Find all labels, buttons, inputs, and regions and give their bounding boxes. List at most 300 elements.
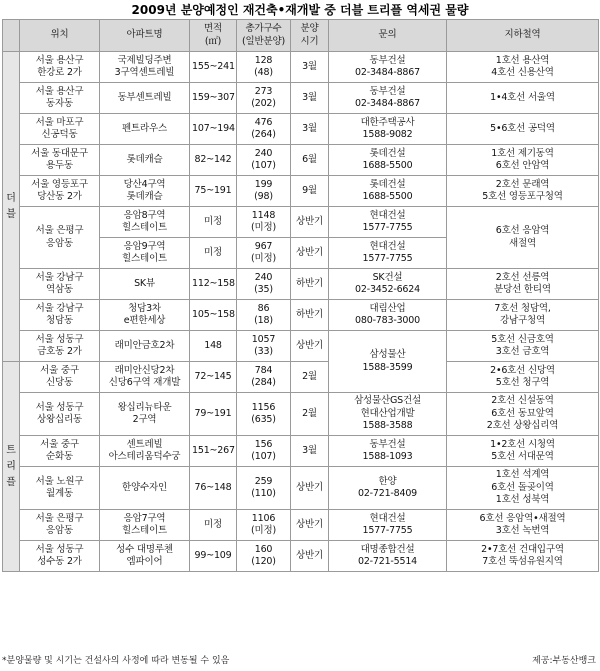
cell-line: 080-783-3000	[355, 315, 420, 326]
cell-line: 래미안신당2차	[114, 364, 175, 376]
cell-line: 2월	[302, 407, 317, 419]
cell-line: 148	[204, 339, 222, 351]
cell-line: 현대산업개발	[360, 407, 415, 419]
cell-line: 1588-9082	[362, 129, 413, 140]
units-cell	[237, 114, 291, 145]
cell-line: (110)	[251, 488, 276, 499]
cell-line: 02-721-8409	[357, 488, 418, 499]
cell-line: 상반기	[296, 246, 323, 258]
sale-time-cell	[291, 331, 329, 362]
cell-line: 1•2호선 시청역	[490, 438, 555, 450]
units-cell	[237, 207, 291, 238]
cell-line: 79~191	[194, 407, 232, 419]
location-cell	[20, 436, 100, 467]
cell-line: (㎡)	[204, 35, 222, 47]
location-cell	[20, 83, 100, 114]
cell-line: 롯데캐슬	[126, 153, 163, 165]
units-cell	[237, 269, 291, 300]
cell-line: 센트레빌	[126, 438, 163, 450]
cell-line: 1577-7755	[362, 253, 413, 264]
cell-line: 02-3484-8867	[355, 98, 420, 109]
cell-line: 6호선 돌곶이역	[491, 481, 554, 493]
cell-line: 청담3차	[128, 302, 161, 314]
cell-line: 4호선 신용산역	[491, 67, 554, 78]
cell-line: 성수동 2가	[37, 556, 82, 567]
apartment-cell	[100, 510, 190, 541]
table-row	[3, 467, 599, 510]
cell-line: 476	[254, 116, 273, 128]
cell-line: 72~145	[194, 370, 232, 382]
cell-line: 99~109	[194, 549, 232, 561]
contact-cell	[329, 393, 447, 436]
cell-line: 대림산업	[369, 302, 406, 314]
area-cell	[190, 362, 237, 393]
cell-line: 분당선 한티역	[494, 284, 551, 295]
units-cell	[237, 436, 291, 467]
cell-line: (18)	[254, 315, 273, 326]
cell-line: 86	[257, 302, 270, 314]
cell-line: 7호선 청담역,	[494, 302, 551, 314]
location-cell	[20, 114, 100, 145]
cell-line: 한강로 2가	[37, 67, 82, 78]
units-cell	[237, 176, 291, 207]
contact-cell	[329, 145, 447, 176]
cell-line: 상반기	[296, 549, 323, 561]
sale-time-cell	[291, 269, 329, 300]
cell-line: 용두동	[46, 160, 73, 171]
area-cell	[190, 207, 237, 238]
sale-time-cell	[291, 362, 329, 393]
cell-line: 1•4호선 서울역	[490, 91, 555, 103]
sale-time-cell	[291, 541, 329, 572]
cell-line: 신당6구역 재개발	[108, 377, 181, 388]
sale-time-cell	[291, 467, 329, 510]
sale-time-cell	[291, 207, 329, 238]
contact-cell	[329, 83, 447, 114]
apartment-cell	[100, 207, 190, 238]
cell-line: 대명종합건설	[360, 543, 415, 555]
station-cell	[447, 114, 599, 145]
units-cell	[237, 331, 291, 362]
contact-cell	[329, 300, 447, 331]
cell-line: (미정)	[251, 253, 276, 264]
group-label-triple: 트리플	[3, 362, 20, 572]
area-cell	[190, 269, 237, 300]
area-cell	[190, 467, 237, 510]
cell-line: 76~148	[194, 481, 232, 493]
contact-cell	[329, 52, 447, 83]
area-cell	[190, 114, 237, 145]
cell-line: 2•7호선 건대입구역	[481, 543, 564, 555]
cell-line: 힐스테이트	[122, 222, 167, 233]
cell-line: 서울 성동구	[35, 543, 84, 555]
cell-line: 청담동	[46, 315, 73, 326]
header-area	[190, 20, 237, 52]
cell-line: 응암동	[46, 237, 73, 249]
area-cell	[190, 176, 237, 207]
cell-line: 1588-3599	[362, 361, 413, 373]
table-row	[3, 541, 599, 572]
cell-line: 5호선 청구역	[495, 377, 550, 388]
cell-line: 1577-7755	[362, 525, 413, 536]
cell-line: 하반기	[296, 308, 323, 320]
table-row	[3, 114, 599, 145]
cell-line: 강남구청역	[500, 315, 545, 326]
station-cell	[447, 176, 599, 207]
cell-line: 동부건설	[369, 54, 406, 66]
cell-line: 롯데건설	[369, 178, 406, 190]
cell-line: 당산4구역	[123, 178, 166, 190]
cell-line: 1588-1093	[362, 451, 413, 462]
cell-line: (48)	[254, 67, 273, 78]
contact-cell	[329, 238, 447, 269]
units-cell	[237, 510, 291, 541]
units-cell	[237, 83, 291, 114]
cell-line: 금호동 2가	[37, 346, 82, 357]
cell-line: 상반기	[296, 481, 323, 493]
cell-line: 응암9구역	[123, 240, 166, 252]
sale-time-cell	[291, 238, 329, 269]
units-cell	[237, 238, 291, 269]
location-cell	[20, 145, 100, 176]
cell-line: 107~194	[192, 122, 235, 134]
cell-line: 서울 은평구	[35, 225, 84, 236]
cell-line: 왕십리뉴타운	[117, 401, 172, 413]
cell-line: 총가구수	[245, 23, 282, 34]
table-row	[3, 52, 599, 83]
cell-line: 시기	[300, 35, 319, 47]
cell-line: 2호선 문래역	[495, 178, 550, 190]
cell-line: 6호선 안암역	[495, 160, 550, 171]
cell-line: 서울 중구	[40, 364, 79, 376]
cell-line: 현대건설	[369, 209, 406, 221]
header-contact	[329, 20, 447, 52]
cell-line: 784	[254, 364, 273, 376]
header-units	[237, 20, 291, 52]
location-cell	[20, 541, 100, 572]
cell-line: 1호선 석계역	[495, 469, 550, 481]
cell-line: 1588-3588	[362, 420, 413, 432]
header-location	[20, 20, 100, 52]
location-cell	[20, 300, 100, 331]
contact-cell	[329, 331, 447, 393]
cell-line: 1148	[251, 209, 276, 221]
apartment-cell	[100, 238, 190, 269]
cell-line: (미정)	[251, 222, 276, 233]
cell-line: 2호선 선릉역	[495, 271, 550, 283]
cell-line: 펜트라우스	[122, 122, 167, 134]
station-cell	[447, 436, 599, 467]
cell-line: 서울 영등포구	[31, 178, 88, 190]
cell-line: e편한세상	[123, 315, 166, 326]
units-cell	[237, 52, 291, 83]
cell-line: (33)	[254, 346, 273, 357]
station-cell	[447, 541, 599, 572]
apartment-cell	[100, 467, 190, 510]
cell-line: 새절역	[509, 237, 536, 249]
cell-line: 미정	[204, 215, 222, 227]
cell-line: 삼성물산GS건설	[354, 395, 421, 407]
location-cell	[20, 510, 100, 541]
table-row	[3, 83, 599, 114]
area-cell	[190, 300, 237, 331]
cell-line: 서울 성동구	[35, 333, 84, 345]
station-cell	[447, 362, 599, 393]
cell-line: 성수 대명루첸	[116, 543, 173, 555]
cell-line: 미정	[204, 518, 222, 530]
cell-line: 롯데캐슬	[126, 191, 163, 202]
location-cell	[20, 393, 100, 436]
sale-time-cell	[291, 83, 329, 114]
cell-line: 지하철역	[504, 29, 541, 41]
cell-line: 월계동	[46, 488, 73, 499]
cell-line: 면적	[204, 23, 222, 34]
apartment-table	[2, 19, 599, 572]
units-cell	[237, 467, 291, 510]
cell-line: 259	[254, 475, 273, 487]
cell-line: 5•6호선 공덕역	[490, 122, 555, 134]
cell-line: 02-721-5514	[357, 556, 418, 567]
units-cell	[237, 362, 291, 393]
sale-time-cell	[291, 176, 329, 207]
cell-line: 동부건설	[369, 85, 406, 97]
area-cell	[190, 541, 237, 572]
cell-line: (98)	[254, 191, 273, 202]
cell-line: 당산동 2가	[37, 191, 82, 202]
cell-line: 6호선 응암역	[495, 225, 550, 236]
cell-line: 128	[254, 54, 273, 66]
cell-line: 2호선 상왕십리역	[486, 420, 559, 432]
cell-line: 1577-7755	[362, 222, 413, 233]
cell-line: 대한주택공사	[360, 116, 415, 128]
cell-line: 2구역	[132, 414, 157, 425]
cell-line: 240	[254, 271, 273, 283]
cell-line: 112~158	[192, 277, 235, 289]
cell-line: 160	[254, 543, 273, 555]
cell-line: 199	[254, 178, 273, 190]
cell-line: 서울 용산구	[35, 54, 84, 66]
cell-line: 상왕십리동	[37, 414, 82, 425]
cell-line: 6호선 동묘앞역	[491, 407, 554, 419]
cell-line: 한양	[378, 475, 397, 487]
cell-line: 3월	[302, 444, 317, 456]
location-cell	[20, 331, 100, 362]
area-cell	[190, 436, 237, 467]
cell-line: 동자동	[46, 98, 73, 109]
cell-line: 3월	[302, 91, 317, 103]
cell-line: 한양수자인	[122, 481, 167, 493]
apartment-cell	[100, 331, 190, 362]
cell-line: 서울 강남구	[35, 271, 84, 283]
apartment-cell	[100, 393, 190, 436]
cell-line: 동부건설	[369, 438, 406, 450]
cell-line: 응암7구역	[123, 512, 166, 524]
cell-line: 1호선 성북역	[495, 494, 550, 506]
table-row	[3, 393, 599, 436]
table-row	[3, 436, 599, 467]
sale-time-cell	[291, 436, 329, 467]
cell-line: 2월	[302, 370, 317, 382]
cell-line: 아파트명	[126, 29, 163, 41]
area-cell	[190, 238, 237, 269]
location-cell	[20, 467, 100, 510]
cell-line: SK건설	[372, 271, 403, 283]
cell-line: 하반기	[296, 277, 323, 289]
cell-line: 서울 마포구	[35, 116, 84, 128]
cell-line: 서울 강남구	[35, 302, 84, 314]
apartment-cell	[100, 436, 190, 467]
header-station	[447, 20, 599, 52]
cell-line: (일반분양)	[242, 35, 285, 47]
sale-time-cell	[291, 52, 329, 83]
table-row	[3, 207, 599, 238]
area-cell	[190, 510, 237, 541]
station-cell	[447, 145, 599, 176]
table-row	[3, 176, 599, 207]
cell-line: 상반기	[296, 339, 323, 351]
header-group	[3, 20, 20, 52]
cell-line: 서울 은평구	[35, 512, 84, 524]
contact-cell	[329, 467, 447, 510]
header-row	[3, 20, 599, 52]
cell-line: 159~307	[192, 91, 235, 103]
location-cell	[20, 269, 100, 300]
station-cell	[447, 269, 599, 300]
cell-line: 신당동	[46, 377, 73, 388]
cell-line: 1156	[251, 401, 276, 413]
station-cell	[447, 52, 599, 83]
contact-cell	[329, 436, 447, 467]
cell-line: 응암8구역	[123, 209, 166, 221]
cell-line: 9월	[302, 184, 317, 196]
cell-line: 3월	[302, 122, 317, 134]
cell-line: 서울 성동구	[35, 401, 84, 413]
cell-line: 3호선 녹번역	[495, 525, 550, 536]
area-cell	[190, 331, 237, 362]
cell-line: 국제빌딩주변	[117, 54, 172, 66]
cell-line: 힐스테이트	[122, 253, 167, 264]
apartment-cell	[100, 300, 190, 331]
cell-line: 응암동	[46, 525, 73, 536]
cell-line: 힐스테이트	[122, 525, 167, 536]
cell-line: 2•6호선 신당역	[490, 364, 555, 376]
cell-line: 위치	[50, 29, 69, 41]
station-cell	[447, 83, 599, 114]
station-cell	[447, 300, 599, 331]
apartment-cell	[100, 269, 190, 300]
cell-line: 5호선 영등포구청역	[482, 191, 563, 202]
cell-line: 156	[254, 438, 273, 450]
cell-line: 롯데건설	[369, 147, 406, 159]
sale-time-cell	[291, 510, 329, 541]
area-cell	[190, 52, 237, 83]
cell-line: 현대건설	[369, 240, 406, 252]
cell-line: 3구역센트레빌	[114, 67, 175, 78]
cell-line: (107)	[251, 160, 276, 171]
table-row	[3, 331, 599, 362]
cell-line: 순화동	[46, 451, 73, 462]
cell-line: 1057	[251, 333, 276, 345]
cell-line: 1호선 용산역	[495, 54, 550, 66]
cell-line: 5호선 신금호역	[491, 333, 554, 345]
contact-cell	[329, 176, 447, 207]
cell-line: 서울 용산구	[35, 85, 84, 97]
station-cell	[447, 510, 599, 541]
table-row	[3, 510, 599, 541]
cell-line: 1688-5500	[362, 160, 413, 171]
units-cell	[237, 300, 291, 331]
table-row	[3, 300, 599, 331]
cell-line: 미정	[204, 246, 222, 258]
apartment-cell	[100, 541, 190, 572]
group-label-double: 더블	[3, 52, 20, 362]
cell-line: 서울 노원구	[35, 475, 84, 487]
location-cell	[20, 52, 100, 83]
cell-line: (264)	[251, 129, 276, 140]
cell-line: 75~191	[194, 184, 232, 196]
cell-line: 1106	[251, 512, 276, 524]
header-apartment	[100, 20, 190, 52]
cell-line: (284)	[251, 377, 276, 388]
cell-line: 역삼동	[46, 284, 73, 295]
cell-line: 상반기	[296, 518, 323, 530]
cell-line: (120)	[251, 556, 276, 567]
table-row	[3, 362, 599, 393]
cell-line: 2호선 신설동역	[491, 395, 554, 407]
station-cell	[447, 207, 599, 269]
cell-line: 엠파이어	[126, 556, 163, 567]
cell-line: 155~241	[192, 60, 235, 72]
cell-line: 서울 동대문구	[31, 147, 88, 159]
cell-line: 151~267	[192, 444, 235, 456]
contact-cell	[329, 269, 447, 300]
header-sale-time	[291, 20, 329, 52]
sale-time-cell	[291, 300, 329, 331]
cell-line: SK뷰	[134, 277, 155, 289]
area-cell	[190, 145, 237, 176]
cell-line: 래미안금호2차	[114, 339, 175, 351]
cell-line: 현대건설	[369, 512, 406, 524]
apartment-cell	[100, 52, 190, 83]
cell-line: 02-3484-8867	[355, 67, 420, 78]
table-row	[3, 145, 599, 176]
units-cell	[237, 393, 291, 436]
cell-line: (35)	[254, 284, 273, 295]
cell-line: 신공덕동	[41, 129, 78, 140]
cell-line: 동부센트레빌	[117, 91, 172, 103]
table-row	[3, 269, 599, 300]
area-cell	[190, 393, 237, 436]
cell-line: 273	[254, 85, 273, 97]
contact-cell	[329, 207, 447, 238]
apartment-cell	[100, 362, 190, 393]
cell-line: 105~158	[192, 308, 235, 320]
apartment-cell	[100, 176, 190, 207]
contact-cell	[329, 114, 447, 145]
source-credit: 제공:부동산뱅크	[532, 656, 596, 666]
cell-line: 7호선 뚝섬유원지역	[482, 556, 563, 567]
cell-line: 02-3452-6624	[355, 284, 420, 295]
cell-line: 82~142	[194, 153, 232, 165]
cell-line: 문의	[378, 29, 397, 41]
cell-line: 아스테리움덕수궁	[108, 451, 181, 462]
cell-line: (635)	[251, 414, 276, 425]
units-cell	[237, 541, 291, 572]
contact-cell	[329, 510, 447, 541]
cell-line: 6호선 응암역•새절역	[479, 512, 566, 524]
cell-line: 3호선 금호역	[495, 346, 550, 357]
location-cell	[20, 362, 100, 393]
